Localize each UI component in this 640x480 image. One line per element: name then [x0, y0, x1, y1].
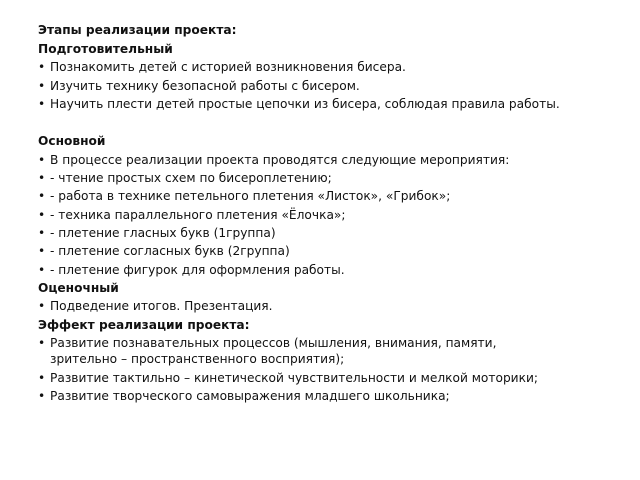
list-item: • Научить плести детей простые цепочки из бисера, соблюдая правила работы. — [38, 97, 560, 111]
bullet-icon: • — [38, 226, 46, 240]
list-item: • Развитие тактильно – кинетической чувствительности и мелкой моторики; — [38, 371, 538, 385]
section-title-effect: Эффект реализации проекта: — [38, 318, 250, 332]
bullet-icon: • — [38, 389, 46, 403]
bullet-icon: • — [38, 371, 46, 385]
list-item: • Развитие творческого самовыражения младшего школьника; — [38, 389, 450, 403]
list-item: • - плетение фигурок для оформления работы. — [38, 263, 345, 277]
list-item: • В процессе реализации проекта проводятся следующие мероприятия: — [38, 153, 510, 167]
list-item: • Изучить технику безопасной работы с бисером. — [38, 79, 360, 93]
bullet-icon: • — [38, 244, 46, 258]
bullet-icon: • — [38, 336, 46, 350]
bullet-icon: • — [38, 153, 46, 167]
list-item: • - плетение гласных букв (1группа) — [38, 226, 276, 240]
list-item: • - чтение простых схем по бисероплетению; — [38, 171, 332, 185]
bullet-icon: • — [38, 97, 46, 111]
bullet-icon: • — [38, 60, 46, 74]
section-title-prep: Подготовительный — [38, 42, 173, 56]
list-item: • Развитие познавательных процессов (мышления, внимания, памяти, зрительно – пространственного восприятия); — [38, 336, 497, 366]
section-title-main: Основной — [38, 134, 106, 148]
list-item: • - плетение согласных букв (2группа) — [38, 244, 290, 258]
bullet-icon: • — [38, 299, 46, 313]
list-item: • Познакомить детей с историей возникновения бисера. — [38, 60, 406, 74]
list-item: • - техника параллельного плетения «Ёлочка»; — [38, 208, 346, 222]
section-title-eval: Оценочный — [38, 281, 119, 295]
list-item: • - работа в технике петельного плетения «Листок», «Грибок»; — [38, 189, 451, 203]
bullet-icon: • — [38, 263, 46, 277]
bullet-icon: • — [38, 79, 46, 93]
bullet-icon: • — [38, 189, 46, 203]
bullet-icon: • — [38, 208, 46, 222]
list-item: • Подведение итогов. Презентация. — [38, 299, 273, 313]
doc-heading: Этапы реализации проекта: — [38, 23, 237, 37]
bullet-icon: • — [38, 171, 46, 185]
